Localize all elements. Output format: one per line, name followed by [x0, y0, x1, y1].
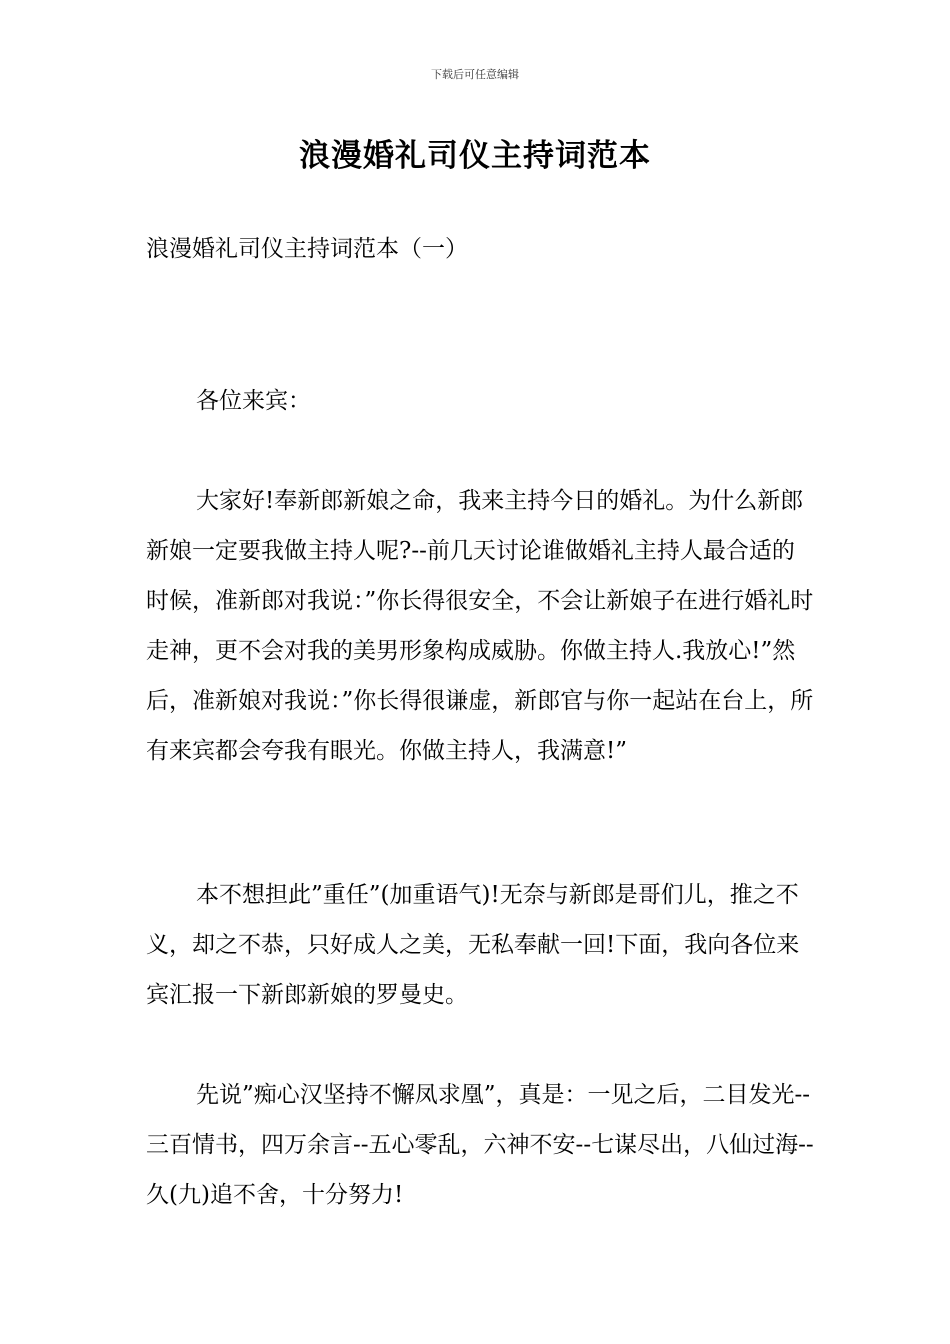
page-header-note: 下载后可任意编辑	[431, 68, 519, 81]
section-heading: 浪漫婚礼司仪主持词范本（一）	[146, 236, 468, 262]
document-title: 浪漫婚礼司仪主持词范本	[299, 138, 651, 174]
body-paragraph-3: 先说”痴心汉坚持不懈凤求凰”，真是：一见之后，二目发光--三百情书，四万余言--五心零乱，六神不安--七谋尽出，八仙过海--久(九)追不舍，十分努力!	[146, 1082, 814, 1208]
body-paragraph-1: 大家好!奉新郎新娘之命，我来主持今日的婚礼。为什么新郎新娘一定要我做主持人呢?--前几天讨论谁做婚礼主持人最合适的时候，准新郎对我说：”你长得很安全，不会让新娘子在进行婚礼时走神，更不会对我的美男形象构成威胁。你做主持人.我放心!”然后，准新娘对我说：”你长得很谦虚，新郎官与你一起站在台上，所有来宾都会夸我有眼光。你做主持人，我满意!”	[146, 488, 814, 764]
body-paragraph-2: 本不想担此”重任”(加重语气)!无奈与新郎是哥们儿，推之不义，却之不恭，只好成人之美，无私奉献一回!下面，我向各位来宾汇报一下新郎新娘的罗曼史。	[146, 882, 800, 1008]
greeting-paragraph: 各位来宾：	[196, 388, 311, 414]
